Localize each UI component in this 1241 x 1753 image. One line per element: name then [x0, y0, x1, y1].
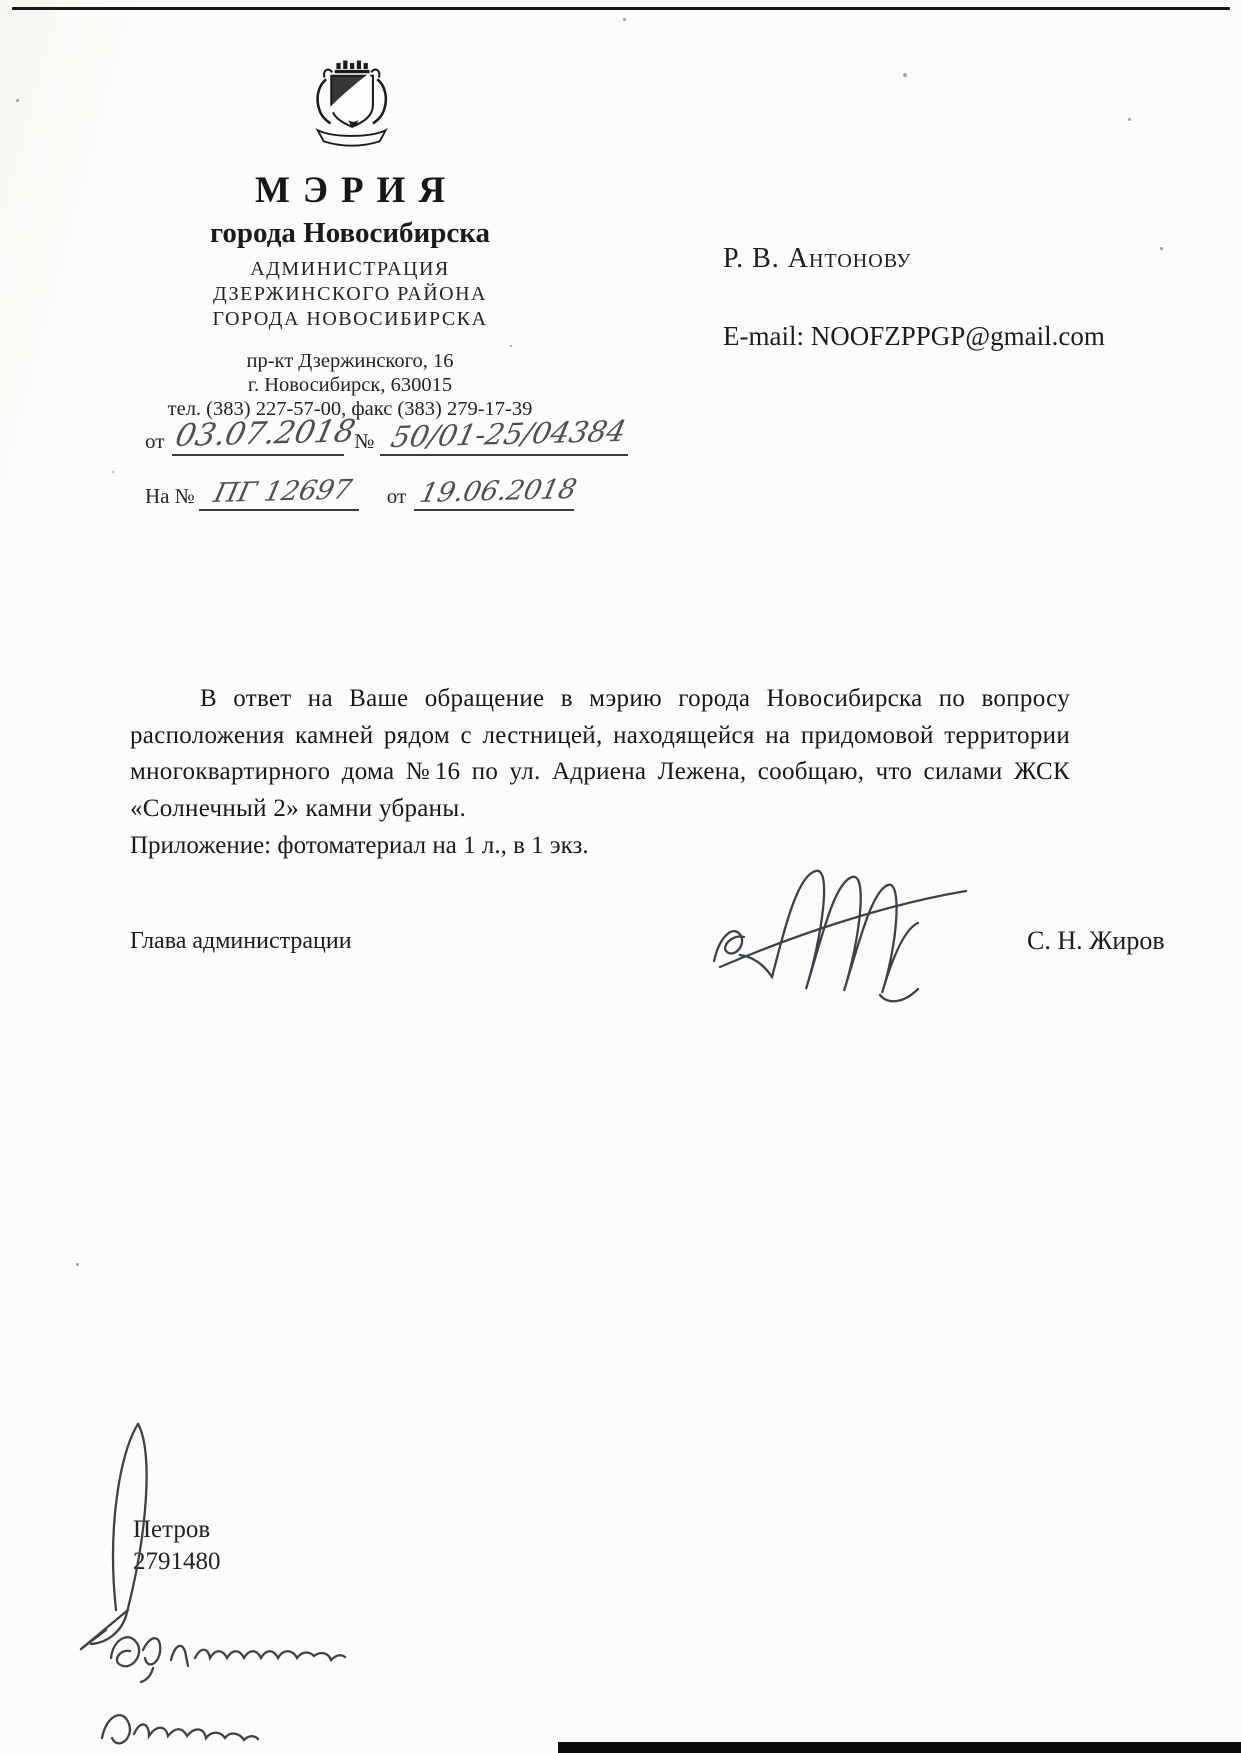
recipient-block: [723, 243, 1105, 352]
outgoing-date-handwritten: 03.07.2018: [172, 413, 360, 454]
scan-speck: [16, 99, 19, 102]
incoming-reference-line: [145, 473, 580, 511]
incoming-number-handwritten: ПГ 12697: [210, 474, 355, 509]
address-street: пр-кт Дзержинского, 16: [246, 350, 454, 372]
letterhead: [115, 58, 585, 421]
scan-speck: [903, 73, 907, 77]
scan-speck: [76, 1263, 79, 1266]
incoming-from-label: от: [386, 484, 407, 508]
department-line: ГОРОДА НОВОСИБИРСКА: [212, 308, 488, 330]
org-title: МЭРИЯ: [254, 170, 459, 211]
scan-top-edge-line: [12, 7, 1230, 10]
incoming-date-handwritten: 19.06.2018: [416, 473, 580, 509]
letter-body-paragraph: В ответ на Ваше обращение в мэрию города Новосибирска по вопросу расположения камней рядом с лестницей, находящейся на придомовой территории многоквартирного дома №16 по ул. Адриена Лежена, сообщаю, что силами ЖСК «Солнечный 2» камни убраны.: [130, 685, 1070, 822]
signature-scribble: [698, 855, 993, 1013]
incoming-date-field: [414, 473, 580, 511]
outgoing-number-handwritten: 50/01-25/04384: [388, 413, 630, 454]
outgoing-from-label: от: [145, 429, 165, 453]
novosibirsk-coat-of-arms-icon: [299, 58, 401, 148]
outgoing-reference-line: [145, 413, 630, 456]
recipient-email: E-mail: NOOFZPPGP@gmail.com: [723, 321, 1105, 351]
signer-name: С. Н. Жиров: [1027, 926, 1165, 955]
department-name: [115, 258, 585, 331]
phone-fax-line: тел. (383) 227-57-00, факс (383) 279-17-39: [167, 398, 533, 420]
handwritten-note-1: [103, 1616, 361, 1686]
incoming-on-no-label: На №: [145, 484, 195, 508]
department-line: ДЗЕРЖИНСКОГО РАЙОНА: [212, 283, 488, 305]
address-city: г. Новосибирск, 630015: [247, 374, 453, 396]
scan-bottom-edge-bar: [558, 1742, 1241, 1753]
outgoing-no-label: №: [354, 429, 375, 453]
org-subtitle: города Новосибирска: [209, 217, 491, 249]
executor-phone: 2791480: [133, 1548, 221, 1575]
outgoing-date-field: [172, 413, 360, 456]
attachment-line: Приложение: фотоматериал на 1 л., в 1 экз.: [130, 832, 589, 859]
recipient-name: Р. В. Антонову: [723, 243, 912, 274]
address-block: [115, 349, 585, 421]
scan-speck: [1160, 247, 1163, 250]
department-line: АДМИНИСТРАЦИЯ: [250, 258, 450, 280]
incoming-number-field: [199, 474, 359, 511]
signer-position-title: Глава администрации: [130, 928, 352, 954]
scan-speck: [1128, 118, 1131, 121]
outgoing-number-field: [380, 413, 630, 456]
scan-speck: [112, 471, 114, 473]
scan-speck: [623, 18, 626, 21]
executor-name: Петров: [133, 1516, 211, 1543]
handwritten-note-2: [94, 1704, 262, 1753]
